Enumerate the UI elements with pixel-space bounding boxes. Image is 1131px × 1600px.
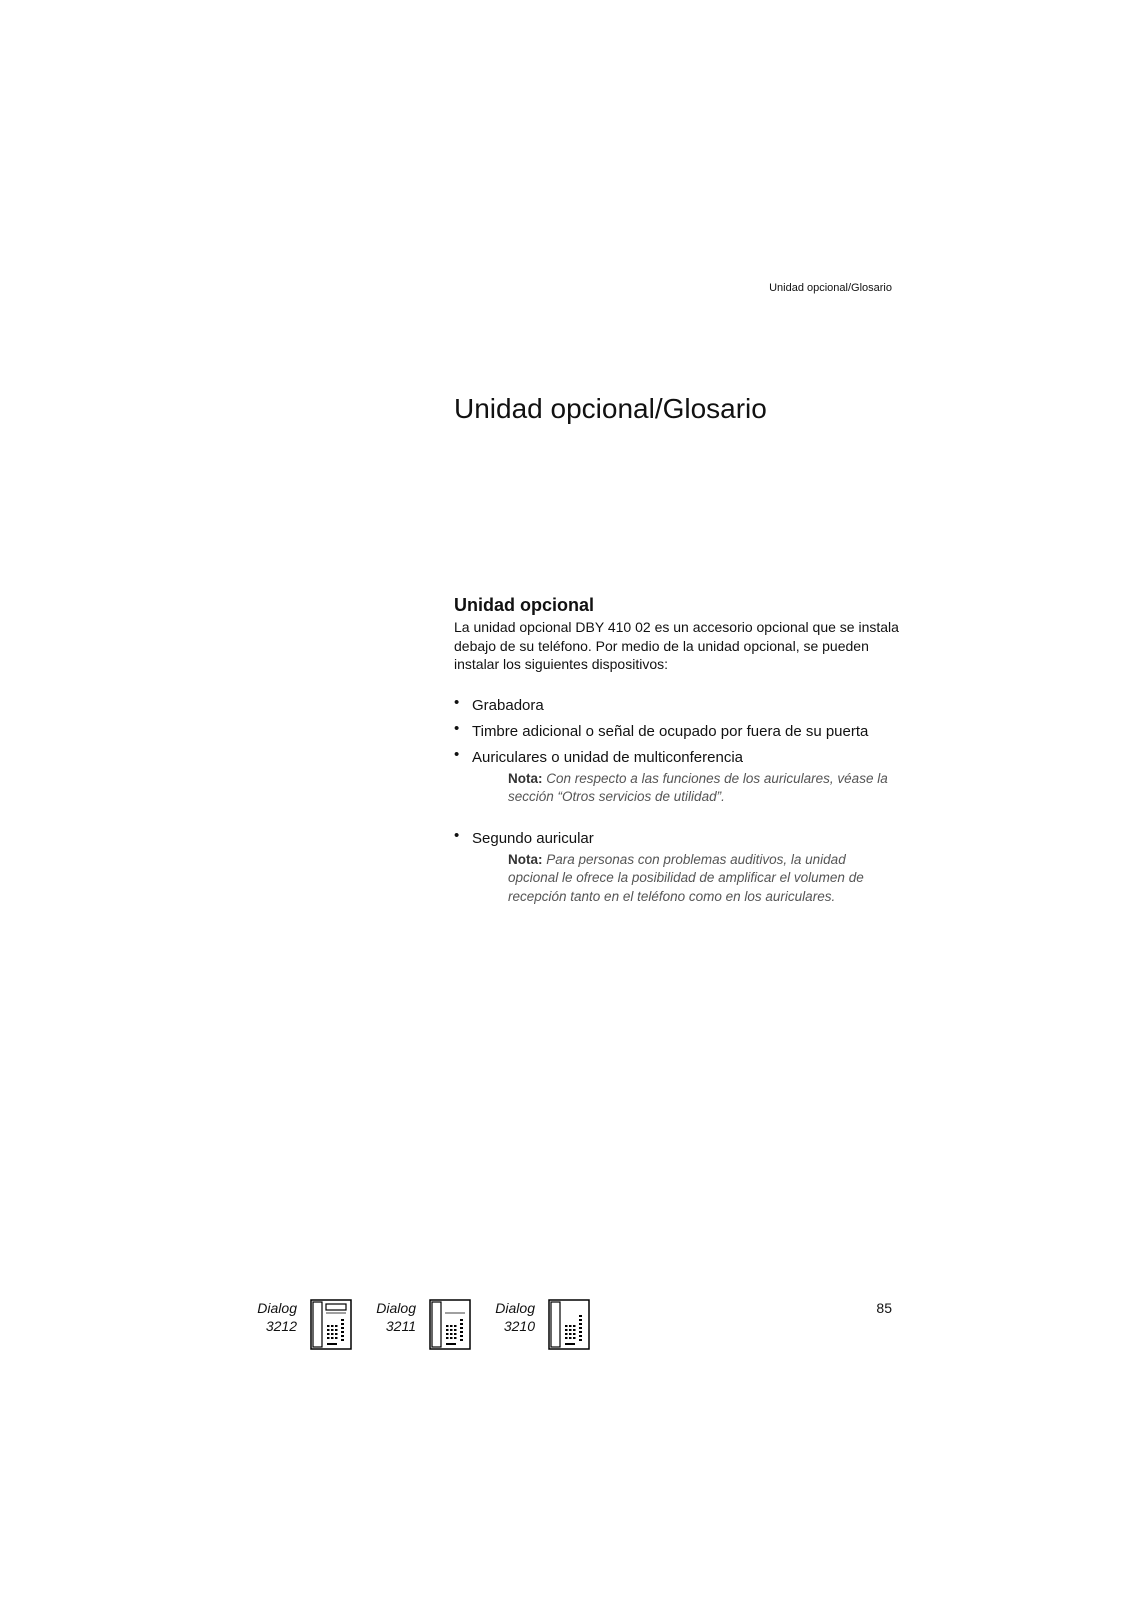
note-label: Nota: [508, 851, 543, 867]
list-item-label: Segundo auricular [472, 829, 594, 847]
device-list-continued [454, 826, 904, 849]
list-item-label: Auriculares o unidad de multiconferencia [472, 748, 743, 766]
model-name: Dialog [257, 1300, 297, 1316]
running-header: Unidad opcional/Glosario [769, 282, 892, 294]
page-number: 85 [876, 1300, 892, 1316]
list-item [454, 719, 904, 742]
section-unidad-opcional [454, 594, 904, 906]
note-text: Con respecto a las funciones de los auriculares, véase la sección “Otros servicios de utilidad”. [508, 770, 888, 804]
phone-3210-icon [547, 1299, 591, 1351]
list-item-label: Timbre adicional o señal de ocupado por fuera de su puerta [472, 722, 869, 740]
note-headset [508, 770, 898, 807]
footer-model-3211 [346, 1299, 416, 1335]
footer-model-3212 [227, 1299, 297, 1335]
section-heading: Unidad opcional [454, 595, 595, 615]
list-item [454, 693, 904, 716]
note-hearing [508, 851, 898, 907]
note-label: Nota: [508, 770, 543, 786]
chapter-title: Unidad opcional/Glosario [454, 393, 767, 424]
model-name: Dialog [495, 1300, 535, 1316]
list-item [454, 826, 904, 849]
model-name: Dialog [376, 1300, 416, 1316]
device-list [454, 693, 904, 768]
bullet-icon: • [454, 745, 460, 763]
list-item-label: Grabadora [472, 696, 544, 714]
list-item [454, 745, 904, 768]
bullet-icon: • [454, 826, 460, 844]
model-number: 3211 [385, 1318, 416, 1334]
model-number: 3210 [503, 1318, 535, 1334]
footer-model-3210 [465, 1299, 535, 1335]
model-number: 3212 [265, 1318, 297, 1334]
note-text: Para personas con problemas auditivos, la unidad opcional le ofrece la posibilidad de amplificar el volumen de recepción tanto en el teléfono como en los auriculares. [508, 851, 864, 904]
bullet-icon: • [454, 719, 460, 737]
bullet-icon: • [454, 693, 460, 711]
intro-paragraph: La unidad opcional DBY 410 02 es un accesorio opcional que se instala debajo de su teléfono. Por medio de la unidad opcional, se pueden instalar los siguientes dispositivos: [454, 619, 899, 672]
